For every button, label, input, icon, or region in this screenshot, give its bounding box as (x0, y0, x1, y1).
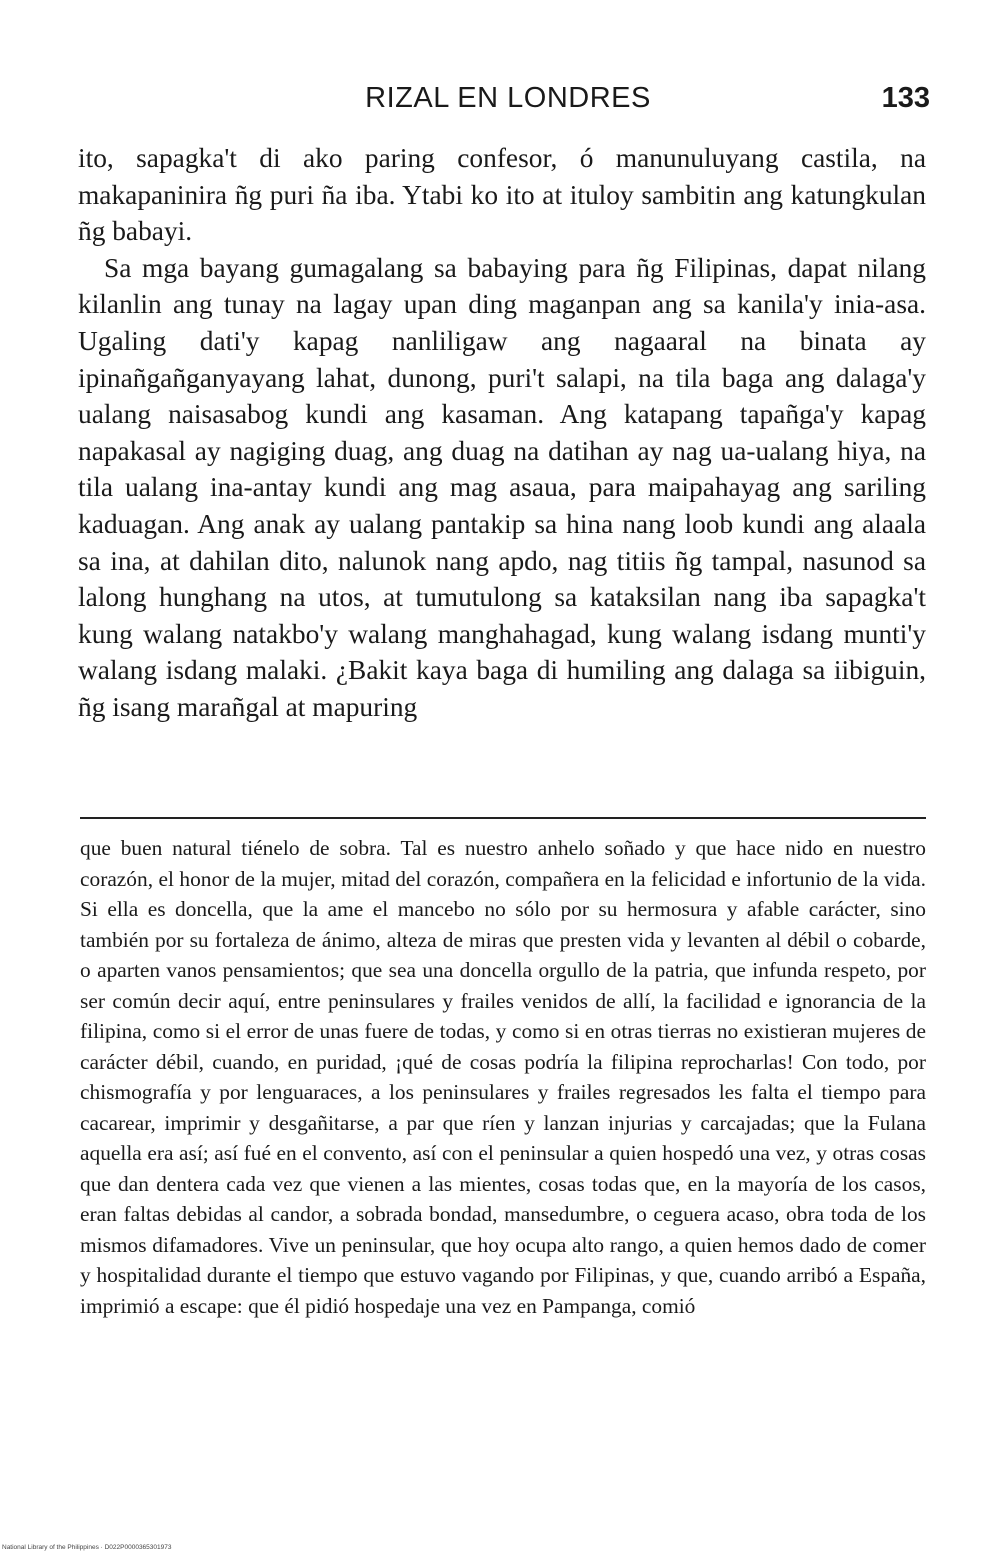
running-head: RIZAL EN LONDRES (365, 82, 651, 114)
library-watermark: National Library of the Philippines · D022P0000365301973 (2, 1544, 172, 1551)
footnote-rule (80, 817, 926, 819)
page-number: 133 (881, 82, 930, 114)
footnote (80, 833, 926, 1321)
footnote-text: que buen natural tiénelo de sobra. Tal es nuestro anhelo soñado y que hace nido en nuestro corazón, el honor de la mujer, mitad del corazón, compañera en la felicidad e infortunio de la vida. Si ella es doncella, que la ame el mancebo no sólo por su hermosura y afable carácter, sino también por su fortaleza de ánimo, alteza de miras que presten vida y levanten al débil o cobarde, o aparten vanos pensamientos; que sea una doncella orgullo de la patria, que infunda respeto, por ser común decir aquí, entre peninsulares y frailes venidos de allí, la facilidad e ignorancia de la filipina, como si el error de unas fuere de todas, y como si en otras tierras no existieran mujeres de carácter débil, cuando, en puridad, ¡qué de cosas podría la filipina reprocharlas! Con todo, por chismografía y por lenguaraces, a los peninsulares y frailes regresados les falta el tiempo para cacarear, imprimir y desgañitarse, a par que ríen y lanzan injurias y carcajadas; que la Fulana aquella era así; así fué en el convento, así con el peninsular a quien hospedó una vez, y otras cosas que dan dentera cada vez que vienen a las mientes, cosas todas que, en la mayoría de los casos, eran faltas debidas al candor, a sobrada bondad, mansedumbre, o ceguera acaso, obra toda de los mismos difamadores. Vive un peninsular, que hoy ocupa alto rango, a quien hemos dado de comer y hospitalidad durante el tiempo que estuvo vagando por Filipinas, y que, cuando arribó a España, imprimió a escape: que él pidió hospedaje una vez en Pampanga, comió (80, 836, 926, 1318)
main-paragraph-1: ito, sapagka't di ako paring confesor, ó manunuluyang castila, na makapaninira ñg puri ña iba. Ytabi ko ito at ituloy sambitin ang katungkulan ñg babayi. (78, 143, 926, 247)
main-paragraph-2: Sa mga bayang gumagalang sa babaying para ñg Filipinas, dapat nilang kilanlin ang tunay na lagay upan ding maganpan ang sa kanila'y inia-asa. Ugaling dati'y kapag nanliligaw ang nagaaral na binata ay ipinañgañganyayang lahat, dunong, puri't salapi, na tila baga ang dalaga'y ualang naisasabog kundi ang kasaman. Ang katapang tapañga'y kapag napakasal ay nagiging duag, ang duag na datihan ay nag ua-ualang hiya, na tila ualang ina-antay kundi ang mag asaua, para maipahayag ang sariling kaduagan. Ang anak ay ualang pantakip sa hina nang loob kundi ang alaala sa ina, at dahilan dito, nalunok nang apdo, nag titiis ñg tampal, nasunod sa lalong hunghang na utos, at tumutulong sa kataksilan nang iba sapagka't kung walang natakbo'y walang manghahagad, kung walang isdang munti'y walang isdang malaki. ¿Bakit kaya baga di humiling ang dalaga sa iibiguin, ñg isang marañgal at mapuring (78, 252, 926, 722)
main-text (78, 140, 926, 726)
page-header (78, 78, 938, 118)
